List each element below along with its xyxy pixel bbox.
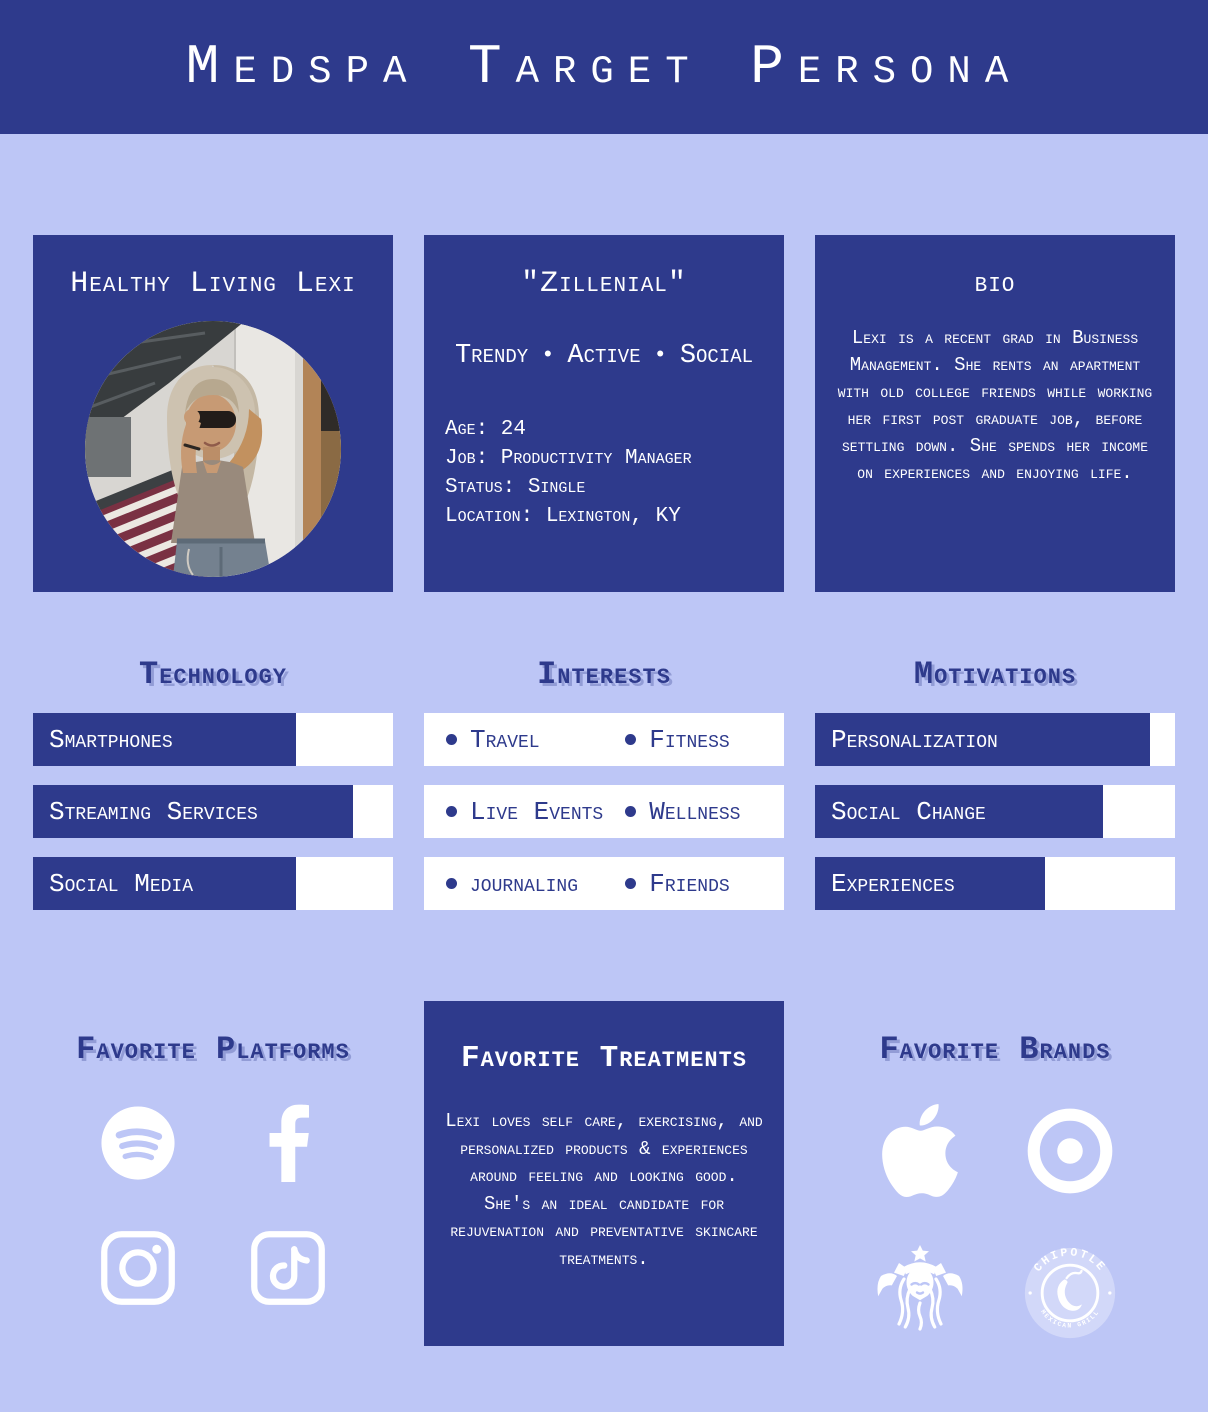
motivation-bar-fill — [815, 713, 1150, 766]
interest-label: Live Events — [470, 796, 604, 827]
interest-label: Travel — [470, 724, 540, 755]
motivation-bar — [815, 857, 1175, 910]
motivation-bar — [815, 785, 1175, 838]
persona-photo — [85, 321, 341, 577]
interests-row — [424, 713, 784, 766]
persona-type-card — [424, 235, 784, 592]
tech-bar — [33, 857, 393, 910]
trait: Trendy — [454, 341, 529, 371]
profile-card-title: Healthy Living Lexi — [70, 267, 356, 301]
motivation-bar — [815, 713, 1175, 766]
interest-item — [446, 869, 625, 899]
tiktok-icon — [248, 1228, 328, 1308]
motivation-bar-label: Social Change — [831, 796, 986, 827]
starbucks-icon — [870, 1243, 970, 1343]
interests-row — [424, 857, 784, 910]
tech-bar-fill — [33, 785, 353, 838]
target-icon — [1027, 1108, 1113, 1194]
motivation-bar-fill — [815, 857, 1045, 910]
interest-label: Fitness — [649, 724, 730, 755]
motivations-heading: Motivations — [913, 656, 1077, 693]
motivation-bar-fill — [815, 785, 1103, 838]
bullet-dot — [625, 878, 636, 889]
motivation-bar-label: Personalization — [831, 724, 998, 755]
interest-item — [446, 797, 625, 827]
bio-text: Lexi is a recent grad in Business Management. She rents an apartment with old college friends while working her first post graduate job, before settling down. She spends her income on experiences and enjoying life. — [837, 327, 1153, 484]
brands-heading: Favorite Brands — [879, 1031, 1111, 1068]
interest-label: Friends — [649, 868, 730, 899]
spotify-icon — [99, 1104, 177, 1182]
tech-bar-label: Streaming Services — [49, 796, 258, 827]
apple-icon — [882, 1104, 958, 1197]
trait: Active — [567, 341, 641, 371]
interest-label: journaling — [470, 868, 579, 899]
treatments-card — [424, 1001, 784, 1346]
chipotle-icon — [1022, 1245, 1118, 1341]
demographic-job: Job: Productivity Manager — [445, 447, 692, 470]
interests-heading: Interests — [537, 656, 671, 693]
tech-bar — [33, 713, 393, 766]
technology-column — [33, 656, 393, 929]
motivation-bar-label: Experiences — [831, 868, 955, 899]
instagram-icon — [98, 1228, 178, 1308]
platforms-column — [33, 1001, 393, 1346]
trait: Social — [679, 341, 754, 371]
bullet-dot — [446, 806, 457, 817]
traits-line — [424, 341, 784, 371]
demographic-age: Age: 24 — [445, 418, 527, 441]
motivations-column — [815, 656, 1175, 929]
interest-item — [625, 797, 778, 827]
interests-column — [424, 656, 784, 929]
bullet-dot — [625, 806, 636, 817]
brands-column — [815, 1001, 1175, 1346]
bullet-dot — [446, 878, 457, 889]
bullet-dot — [625, 734, 636, 745]
interest-item — [446, 725, 625, 755]
stats-row — [0, 656, 1208, 929]
demographic-location: Location: Lexington, KY — [445, 505, 681, 528]
platform-icons-grid — [33, 1104, 393, 1308]
demographic-status: Status: Single — [445, 476, 586, 499]
persona-type-title: "Zillenial" — [521, 267, 687, 301]
tech-bar-label: Social Media — [49, 868, 194, 899]
treatments-text: Lexi loves self care, exercising, and personalized products & experiences around feeling and looking good. She's an ideal candidate for rejuvenation and preventative skincare treatments. — [445, 1110, 763, 1270]
bio-card-title: bio — [974, 267, 1016, 301]
persona-photo-illustration — [85, 321, 341, 577]
profile-card — [33, 235, 393, 592]
technology-heading: Technology — [138, 656, 288, 693]
tech-bar-fill — [33, 857, 296, 910]
platforms-heading: Favorite Platforms — [76, 1031, 350, 1068]
interests-row — [424, 785, 784, 838]
facebook-icon — [268, 1104, 309, 1182]
page-title: Medspa Target Persona — [185, 35, 1023, 99]
tech-bar — [33, 785, 393, 838]
bullet-separator: • — [653, 342, 667, 368]
bullet-dot — [446, 734, 457, 745]
brand-icons-grid — [815, 1104, 1175, 1343]
header-banner — [0, 0, 1208, 134]
interest-label: Wellness — [649, 796, 741, 827]
demographics-list — [445, 415, 784, 531]
tech-bar-fill — [33, 713, 296, 766]
treatments-heading: Favorite Treatments — [460, 1041, 748, 1076]
bio-card — [815, 235, 1175, 592]
favorites-row — [0, 1001, 1208, 1346]
chipotle-ring-text-bottom: MEXICAN GRILL — [1039, 1308, 1101, 1330]
top-cards-row — [0, 235, 1208, 592]
bullet-separator: • — [541, 342, 555, 368]
interest-item — [625, 869, 778, 899]
chipotle-ring-text-top: CHIPOTLE — [1031, 1246, 1109, 1275]
interest-item — [625, 725, 778, 755]
tech-bar-label: Smartphones — [49, 724, 173, 755]
